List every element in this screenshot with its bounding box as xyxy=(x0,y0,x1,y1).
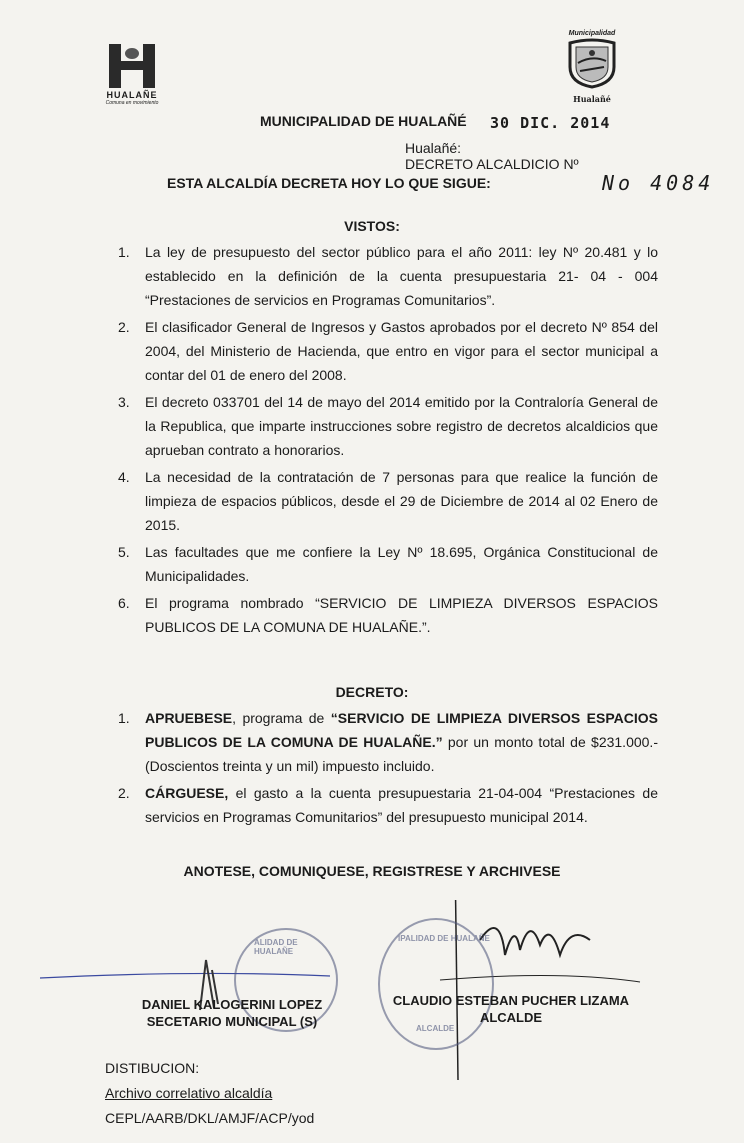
right-signatory-role: ALCALDE xyxy=(479,1010,543,1025)
left-stamp-text: ALIDAD DE HUALAÑE xyxy=(254,938,298,956)
document-title: MUNICIPALIDAD DE HUALAÑÉ xyxy=(260,113,467,129)
decreta-heading: ESTA ALCALDÍA DECRETA HOY LO QUE SIGUE: xyxy=(167,175,491,191)
location-line: Hualañé: xyxy=(405,140,462,156)
right-signatory xyxy=(366,992,656,1026)
right-official-stamp xyxy=(378,918,494,1050)
signature-strokes xyxy=(0,900,744,1080)
right-stamp-top-text: IPALIDAD DE HUALAÑE xyxy=(398,934,490,943)
left-signatory-name: DANIEL KALOGERINI LOPEZ xyxy=(141,997,323,1012)
distribution-line-1: Archivo correlativo alcaldía xyxy=(105,1085,273,1101)
decreto-list xyxy=(118,706,658,832)
date-stamp: 30 DIC. 2014 xyxy=(490,114,611,132)
right-signatory-name: CLAUDIO ESTEBAN PUCHER LIZAMA xyxy=(392,993,630,1008)
hualane-logo-mark xyxy=(105,44,159,88)
coat-of-arms-icon xyxy=(562,37,622,89)
vistos-item: 2. El clasificador General de Ingresos y Gastos aprobados por el decreto Nº 854 del 2004, del Ministerio de Hacienda, que entro en vigor para el sector municipal a contar del 01 de enero del 2008. xyxy=(118,319,658,383)
decree-number: No 4084 xyxy=(602,171,715,195)
seal-top-text: Municipalidad xyxy=(568,30,616,37)
vistos-item: 6. El programa nombrado “SERVICIO DE LIMPIEZA DIVERSOS ESPACIOS PUBLICOS DE LA COMUNA DE HUALAÑE.”. xyxy=(118,595,658,635)
vistos-item: 4. La necesidad de la contratación de 7 personas para que realice la función de limpieza de espacios públicos, desde el 29 de Diciembre de 2014 al 02 Enero de 2015. xyxy=(118,469,658,533)
decreto-item: 1. APRUEBESE, programa de “SERVICIO DE LIMPIEZA DIVERSOS ESPACIOS PUBLICOS DE LA COMUNA DE HUALAÑE.” por un monto total de $231.000.- (Doscientos treinta y un mil) impuesto incluido. xyxy=(118,710,658,774)
decreto-title: DECRETO: xyxy=(335,684,409,700)
distribution-block xyxy=(105,1056,314,1131)
right-signature xyxy=(480,928,590,955)
decree-label: DECRETO ALCALDICIO Nº xyxy=(405,156,579,172)
seal-bottom-text: Hualañé xyxy=(573,94,611,104)
vistos-item: 1. La ley de presupuesto del sector público para el año 2011: ley Nº 20.481 y lo establecido en la definición de la cuenta presupuestaria 21- 04 - 004 “Prestaciones de servicios en Programas Comunitarios”. xyxy=(118,244,658,308)
left-signatory-role: SECETARIO MUNICIPAL (S) xyxy=(146,1014,318,1029)
distribution-line-2: CEPL/AARB/DKL/AMJF/ACP/yod xyxy=(105,1110,315,1126)
logo-name: HUALAÑE xyxy=(106,90,158,100)
distribution-title: DISTIBUCION: xyxy=(105,1060,200,1076)
vistos-list xyxy=(118,240,658,642)
left-signatory xyxy=(112,996,352,1030)
decreto-item: 2. CÁRGUESE, el gasto a la cuenta presupuestaria 21-04-004 “Prestaciones de servicios en Programas Comunitarios” del presupuesto municipal 2014. xyxy=(118,785,658,825)
hualane-logo xyxy=(100,44,164,106)
right-stamp-bottom-text: ALCALDE xyxy=(416,1024,455,1033)
logo-tagline: Comuna en movimiento xyxy=(105,100,159,106)
vistos-title: VISTOS: xyxy=(344,218,400,234)
vistos-item: 3. El decreto 033701 del 14 de mayo del 2014 emitido por la Contraloría General de la Republica, que imparte instrucciones sobre registro de decretos alcaldicios que aprueban contrato a honorarios. xyxy=(118,394,658,458)
decree-subheading xyxy=(405,140,579,172)
closing-formula: ANOTESE, COMUNIQUESE, REGISTRESE Y ARCHIVESE xyxy=(183,863,561,879)
vistos-item: 5. Las facultades que me confiere la Ley Nº 18.695, Orgánica Constitucional de Municipalidades. xyxy=(118,544,658,584)
municipal-seal xyxy=(558,30,626,104)
